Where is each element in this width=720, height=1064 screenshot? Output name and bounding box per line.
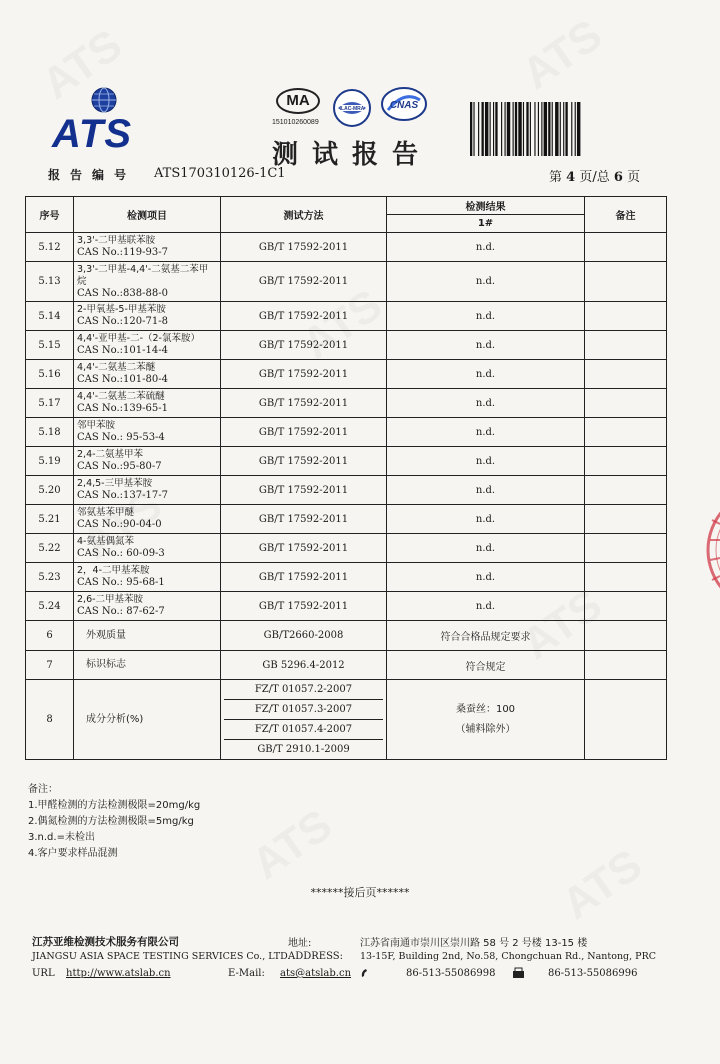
test-result: n.d. xyxy=(387,331,585,360)
test-method: GB/T 17592-2011 xyxy=(221,389,387,418)
barcode-bar xyxy=(505,102,506,156)
test-result: n.d. xyxy=(387,447,585,476)
row-number: 5.12 xyxy=(26,233,74,262)
test-result: n.d. xyxy=(387,262,585,302)
barcode-bar xyxy=(501,102,502,156)
test-result: n.d. xyxy=(387,418,585,447)
item-name: 邻氨基苯甲醚 xyxy=(77,507,135,518)
remark-cell xyxy=(585,331,667,360)
page-indicator: 第 4 页/总 6 页 xyxy=(549,170,641,185)
address-cn: 江苏省南通市崇川区崇川路 58 号 2 号楼 13-15 楼 xyxy=(360,938,588,949)
row-number: 5.18 xyxy=(26,418,74,447)
barcode-bar xyxy=(526,102,528,156)
row-number: 5.24 xyxy=(26,592,74,621)
seal-stamp-icon xyxy=(698,480,720,620)
test-item xyxy=(74,505,221,534)
cas-number: CAS No.:139-65-1 xyxy=(77,403,168,414)
page-title: 测试报告 xyxy=(272,140,433,170)
barcode-bar xyxy=(473,102,474,156)
ilac-mra-icon xyxy=(332,88,372,128)
remark-cell xyxy=(585,476,667,505)
cas-number: CAS No.:90-04-0 xyxy=(77,519,162,530)
test-method: GB/T 17592-2011 xyxy=(221,534,387,563)
cma-number: 151010260089 xyxy=(272,119,319,126)
table-row xyxy=(26,563,667,592)
row-number: 5.16 xyxy=(26,360,74,389)
test-method: GB/T 17592-2011 xyxy=(221,302,387,331)
item-name: 3,3'-二甲基联苯胺 xyxy=(77,235,156,246)
remark-cell xyxy=(585,505,667,534)
remark-cell xyxy=(585,447,667,476)
header-no: 序号 xyxy=(26,197,74,233)
address-label-en: ADDRESS: xyxy=(288,951,343,962)
table-row xyxy=(26,389,667,418)
item-name: 4,4'-二氨基二苯醚 xyxy=(77,362,156,373)
test-method: GB/T 17592-2011 xyxy=(221,592,387,621)
test-method: GB/T 17592-2011 xyxy=(221,360,387,389)
note-item: 2.偶氮检测的方法检测极限=5mg/kg xyxy=(28,816,194,827)
globe-icon xyxy=(90,86,118,114)
barcode-bar xyxy=(493,102,494,156)
remark-cell xyxy=(585,233,667,262)
test-result: n.d. xyxy=(387,534,585,563)
notes xyxy=(28,782,200,862)
test-method: GB/T 17592-2011 xyxy=(221,331,387,360)
barcode-bar xyxy=(563,102,564,156)
cas-number: CAS No.:838-88-0 xyxy=(77,287,168,299)
barcode-bar xyxy=(560,102,561,156)
test-result: n.d. xyxy=(387,302,585,331)
test-result: n.d. xyxy=(387,505,585,534)
barcode-bar xyxy=(485,102,488,156)
remark-cell xyxy=(585,262,667,302)
item-name: 2，4-二甲基苯胺 xyxy=(77,565,150,576)
barcode-bar xyxy=(530,102,531,156)
item-name: 2,4-二氨基甲苯 xyxy=(77,449,144,460)
remark-cell xyxy=(585,418,667,447)
header-sample: 1# xyxy=(387,215,585,233)
item-name: 3,3'-二甲基-4,4'-二氨基二苯甲烷 xyxy=(77,263,209,287)
item-name: 2-甲氧基-5-甲基苯胺 xyxy=(77,304,166,315)
url-label: URL xyxy=(32,968,55,979)
barcode-bar xyxy=(565,102,567,156)
phone-number: 86-513-55086998 xyxy=(406,968,496,979)
barcode-bar xyxy=(507,102,510,156)
barcode-bar xyxy=(490,102,491,156)
test-result: n.d. xyxy=(387,233,585,262)
table-row xyxy=(26,302,667,331)
item-name: 4,4'-亚甲基-二-（2-氯苯胺） xyxy=(77,333,200,344)
continued-marker: ******接后页****** xyxy=(310,886,410,899)
barcode-bar xyxy=(513,102,514,156)
header-item: 检测项目 xyxy=(74,197,221,233)
row-number: 5.17 xyxy=(26,389,74,418)
barcode-bar xyxy=(575,102,576,156)
barcode-bar xyxy=(518,102,521,156)
barcode-bar xyxy=(555,102,558,156)
header-result: 检测结果 xyxy=(387,197,585,215)
barcode-bar xyxy=(548,102,550,156)
table-row xyxy=(26,331,667,360)
cma-logo: MA xyxy=(276,88,320,114)
barcode-bar xyxy=(544,102,547,156)
barcode-bar xyxy=(478,102,479,156)
table-row xyxy=(26,233,667,262)
remark-cell xyxy=(585,534,667,563)
note-item: 1.甲醛检测的方法检测极限=20mg/kg xyxy=(28,800,201,811)
composition-result: 桑蚕丝：100 （辅料除外） xyxy=(387,680,585,760)
test-item xyxy=(74,563,221,592)
report-number-label: 报告编号 xyxy=(48,168,137,182)
item-name: 2,4,5-三甲基苯胺 xyxy=(77,478,153,489)
ats-logo xyxy=(52,86,156,156)
cas-number: CAS No.:101-80-4 xyxy=(77,374,168,385)
test-result: n.d. xyxy=(387,563,585,592)
table-row: 6 外观质量 GB/T2660-2008 符合合格品规定要求 xyxy=(26,621,667,651)
row-number: 5.14 xyxy=(26,302,74,331)
test-method: GB/T 17592-2011 xyxy=(221,233,387,262)
remark-cell xyxy=(585,302,667,331)
row-number: 5.20 xyxy=(26,476,74,505)
cas-number: CAS No.: 95-53-4 xyxy=(77,432,165,443)
svg-text:CNAS: CNAS xyxy=(389,100,419,111)
barcode-bar xyxy=(552,102,553,156)
barcode-bar xyxy=(538,102,539,156)
composition-methods: FZ/T 01057.2-2007 FZ/T 01057.3-2007 FZ/T 01057.4-2007 GB/T 2910.1-2009 xyxy=(221,680,387,760)
svg-text:ILAC-MRA: ILAC-MRA xyxy=(339,106,365,112)
table-row xyxy=(26,447,667,476)
item-name: 2,6-二甲基苯胺 xyxy=(77,594,144,605)
table-row xyxy=(26,592,667,621)
remark-cell xyxy=(585,389,667,418)
table-row xyxy=(26,360,667,389)
test-method: GB/T 17592-2011 xyxy=(221,418,387,447)
website-link[interactable]: http://www.atslab.cn xyxy=(66,968,171,979)
company-name-en: JIANGSU ASIA SPACE TESTING SERVICES Co., LTD. xyxy=(32,951,291,962)
address-label-cn: 地址: xyxy=(288,938,312,949)
cas-number: CAS No.: 87-62-7 xyxy=(77,606,165,617)
test-method: GB/T 17592-2011 xyxy=(221,447,387,476)
cas-number: CAS No.:119-93-7 xyxy=(77,247,168,258)
phone-icon xyxy=(360,967,374,979)
cnas-icon xyxy=(380,86,428,126)
test-method: GB/T 17592-2011 xyxy=(221,505,387,534)
cas-number: CAS No.: 60-09-3 xyxy=(77,548,165,559)
table-row xyxy=(26,534,667,563)
barcode-bar xyxy=(571,102,572,156)
table-row: 7 标识标志 GB 5296.4-2012 符合规定 xyxy=(26,651,667,680)
test-method: GB/T 17592-2011 xyxy=(221,262,387,302)
row-number: 5.19 xyxy=(26,447,74,476)
email-label: E-Mail: xyxy=(228,968,265,979)
barcode-bar xyxy=(534,102,535,156)
notes-title: 备注： xyxy=(28,784,58,795)
test-item xyxy=(74,592,221,621)
fax-number: 86-513-55086996 xyxy=(548,968,638,979)
test-item xyxy=(74,476,221,505)
test-item xyxy=(74,447,221,476)
results-table xyxy=(25,196,667,760)
test-item xyxy=(74,389,221,418)
cas-number: CAS No.:137-17-7 xyxy=(77,490,168,501)
table-row: 8 成分分析(%) FZ/T 01057.2-2007 FZ/T 01057.3-2007 FZ/T 01057.4-2007 GB/T 2910.1-2009 桑蚕丝：100 （辅料除外） xyxy=(26,680,667,760)
remark-cell xyxy=(585,592,667,621)
test-item xyxy=(74,302,221,331)
remark-cell xyxy=(585,563,667,592)
test-result: n.d. xyxy=(387,476,585,505)
barcode-icon xyxy=(470,102,670,156)
test-method: GB/T 17592-2011 xyxy=(221,476,387,505)
cas-number: CAS No.:120-71-8 xyxy=(77,316,168,327)
test-item xyxy=(74,418,221,447)
barcode-bar xyxy=(523,102,524,156)
barcode-bar xyxy=(577,102,580,156)
cas-number: CAS No.:101-14-4 xyxy=(77,345,168,356)
company-name-cn: 江苏亚维检测技术服务有限公司 xyxy=(32,936,179,948)
row-number: 5.21 xyxy=(26,505,74,534)
report-number: ATS170310126-1C1 xyxy=(154,166,286,181)
row-number: 5.23 xyxy=(26,563,74,592)
item-name: 4-氨基偶氮苯 xyxy=(77,536,134,547)
address-en: 13-15F, Building 2nd, No.58, Chongchuan Rd., Nantong, PRC xyxy=(360,951,656,962)
header-remark: 备注 xyxy=(585,197,667,233)
cma-mark xyxy=(272,86,324,132)
note-item: 4.客户要求样品混测 xyxy=(28,848,118,859)
test-item xyxy=(74,233,221,262)
cas-number: CAS No.: 95-68-1 xyxy=(77,577,165,588)
logo-text: ATS xyxy=(52,112,133,156)
table-row xyxy=(26,476,667,505)
barcode-bar xyxy=(541,102,542,156)
table-row xyxy=(26,505,667,534)
row-number: 5.22 xyxy=(26,534,74,563)
barcode-bar xyxy=(482,102,484,156)
test-item xyxy=(74,534,221,563)
item-name: 4,4'-二氨基二苯硫醚 xyxy=(77,391,165,402)
email-link[interactable]: ats@atslab.cn xyxy=(280,968,352,979)
item-name: 邻甲苯胺 xyxy=(77,420,116,431)
barcode-bar xyxy=(495,102,497,156)
certification-marks xyxy=(272,86,432,132)
test-item xyxy=(74,360,221,389)
row-number: 5.15 xyxy=(26,331,74,360)
header-method: 测试方法 xyxy=(221,197,387,233)
test-result: n.d. xyxy=(387,389,585,418)
note-item: 3.n.d.=未检出 xyxy=(28,832,95,843)
row-number: 5.13 xyxy=(26,262,74,302)
test-item xyxy=(74,262,221,302)
table-row xyxy=(26,418,667,447)
test-item xyxy=(74,331,221,360)
test-method: GB/T 17592-2011 xyxy=(221,563,387,592)
remark-cell xyxy=(585,360,667,389)
table-row xyxy=(26,262,667,302)
test-result: n.d. xyxy=(387,592,585,621)
fax-icon xyxy=(512,967,525,979)
test-result: n.d. xyxy=(387,360,585,389)
barcode-bar xyxy=(470,102,472,156)
barcode-bar xyxy=(515,102,517,156)
cas-number: CAS No.:95-80-7 xyxy=(77,461,162,472)
